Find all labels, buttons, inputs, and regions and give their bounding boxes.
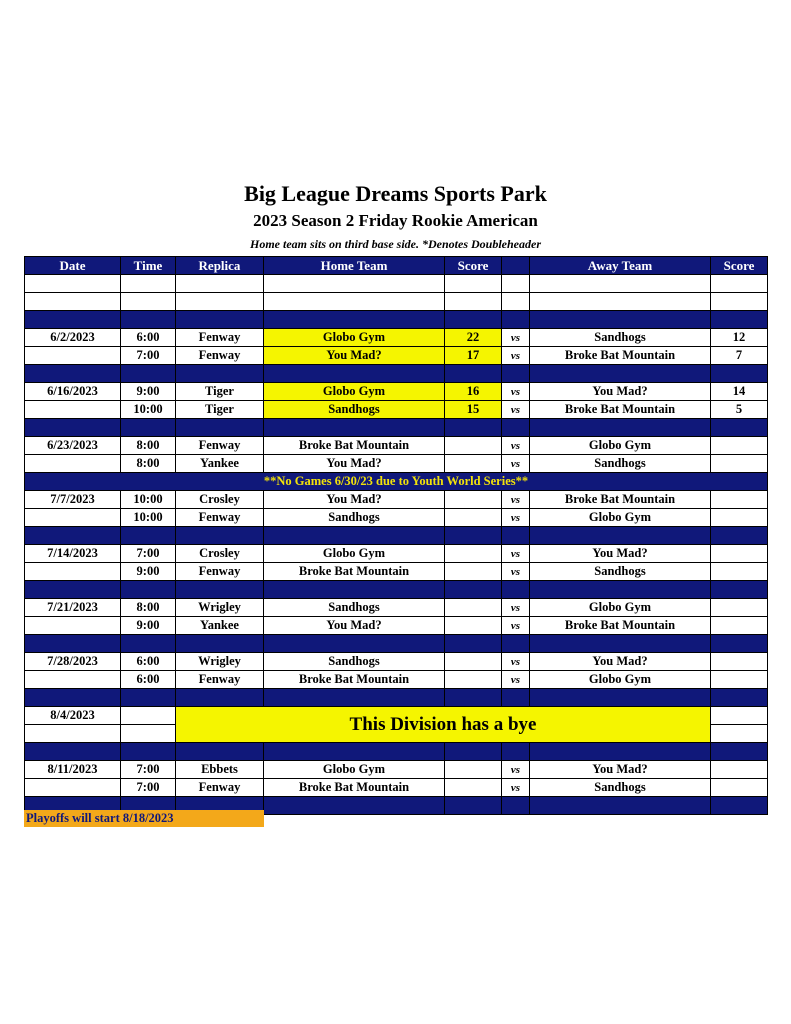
col-home-score-header: Score [445, 257, 502, 275]
game-time: 8:00 [121, 455, 176, 473]
away-team: Globo Gym [530, 671, 711, 689]
home-team: Globo Gym [264, 383, 445, 401]
game-replica: Fenway [176, 509, 264, 527]
game-replica: Fenway [176, 779, 264, 797]
page-title: Big League Dreams Sports Park [244, 181, 547, 206]
vs-label: vs [502, 779, 530, 797]
away-team: Broke Bat Mountain [530, 401, 711, 419]
away-team: You Mad? [530, 545, 711, 563]
vs-label: vs [502, 347, 530, 365]
game-time: 6:00 [121, 329, 176, 347]
bye-row [25, 707, 768, 725]
game-row [25, 779, 768, 797]
separator-row [25, 365, 768, 383]
game-row [25, 401, 768, 419]
game-time: 7:00 [121, 545, 176, 563]
home-team: You Mad? [264, 491, 445, 509]
home-team: Sandhogs [264, 509, 445, 527]
home-team: Broke Bat Mountain [264, 779, 445, 797]
away-team: Globo Gym [530, 509, 711, 527]
home-score [445, 545, 502, 563]
home-team: Globo Gym [264, 329, 445, 347]
game-date: 7/14/2023 [25, 545, 121, 563]
home-team: Globo Gym [264, 761, 445, 779]
game-row [25, 761, 768, 779]
away-team: You Mad? [530, 653, 711, 671]
away-score [711, 761, 768, 779]
away-score [711, 653, 768, 671]
game-time: 9:00 [121, 563, 176, 581]
away-team: Globo Gym [530, 437, 711, 455]
game-replica: Tiger [176, 383, 264, 401]
away-team: Sandhogs [530, 329, 711, 347]
game-row [25, 671, 768, 689]
home-team: You Mad? [264, 455, 445, 473]
game-row [25, 653, 768, 671]
game-time: 6:00 [121, 653, 176, 671]
home-score [445, 653, 502, 671]
separator-row [25, 635, 768, 653]
away-team: You Mad? [530, 383, 711, 401]
game-date [25, 563, 121, 581]
header-note: Home team sits on third base side. *Denotes Doubleheader [250, 237, 541, 251]
game-replica: Fenway [176, 437, 264, 455]
game-replica: Fenway [176, 671, 264, 689]
col-home-header: Home Team [264, 257, 445, 275]
home-score [445, 563, 502, 581]
game-date [25, 779, 121, 797]
game-date: 8/4/2023 [25, 707, 121, 725]
game-date [25, 509, 121, 527]
separator-row [25, 581, 768, 599]
vs-label: vs [502, 563, 530, 581]
away-team: You Mad? [530, 761, 711, 779]
game-replica: Tiger [176, 401, 264, 419]
game-date: 7/7/2023 [25, 491, 121, 509]
schedule-table [24, 256, 768, 815]
home-score [445, 437, 502, 455]
game-time: 8:00 [121, 599, 176, 617]
game-row [25, 383, 768, 401]
empty-row [25, 275, 768, 293]
away-team: Broke Bat Mountain [530, 617, 711, 635]
game-replica: Yankee [176, 617, 264, 635]
game-replica: Fenway [176, 329, 264, 347]
game-time: 10:00 [121, 509, 176, 527]
game-row [25, 617, 768, 635]
game-time: 7:00 [121, 761, 176, 779]
vs-label: vs [502, 401, 530, 419]
away-team: Broke Bat Mountain [530, 491, 711, 509]
vs-label: vs [502, 383, 530, 401]
no-games-row [25, 473, 768, 491]
separator-row [25, 419, 768, 437]
game-replica: Wrigley [176, 653, 264, 671]
game-date [25, 347, 121, 365]
game-replica: Ebbets [176, 761, 264, 779]
header-row [25, 257, 768, 275]
home-score [445, 491, 502, 509]
away-score [711, 437, 768, 455]
home-score [445, 455, 502, 473]
separator-row [25, 311, 768, 329]
separator-row [25, 743, 768, 761]
game-date [25, 617, 121, 635]
away-team: Sandhogs [530, 779, 711, 797]
vs-label: vs [502, 509, 530, 527]
home-score: 15 [445, 401, 502, 419]
game-time [121, 725, 176, 743]
game-date: 7/28/2023 [25, 653, 121, 671]
col-replica-header: Replica [176, 257, 264, 275]
home-team: Broke Bat Mountain [264, 437, 445, 455]
game-row [25, 437, 768, 455]
game-row [25, 545, 768, 563]
col-time-header: Time [121, 257, 176, 275]
game-date [25, 401, 121, 419]
col-date-header: Date [25, 257, 121, 275]
page-subtitle: 2023 Season 2 Friday Rookie American [253, 211, 538, 230]
game-time: 8:00 [121, 437, 176, 455]
vs-label: vs [502, 545, 530, 563]
game-time: 9:00 [121, 383, 176, 401]
game-date: 8/11/2023 [25, 761, 121, 779]
home-team: Broke Bat Mountain [264, 671, 445, 689]
col-vs-header [502, 257, 530, 275]
home-team: You Mad? [264, 347, 445, 365]
away-team: Sandhogs [530, 563, 711, 581]
away-score [711, 671, 768, 689]
home-team: Sandhogs [264, 653, 445, 671]
col-away-header: Away Team [530, 257, 711, 275]
game-replica: Crosley [176, 491, 264, 509]
home-score [445, 671, 502, 689]
away-score [711, 779, 768, 797]
game-date [25, 671, 121, 689]
home-score [445, 509, 502, 527]
home-team: You Mad? [264, 617, 445, 635]
home-team: Sandhogs [264, 599, 445, 617]
game-date: 6/2/2023 [25, 329, 121, 347]
away-score: 12 [711, 329, 768, 347]
game-time: 7:00 [121, 347, 176, 365]
game-row [25, 599, 768, 617]
vs-label: vs [502, 491, 530, 509]
game-row [25, 491, 768, 509]
separator-row [25, 689, 768, 707]
playoffs-note: Playoffs will start 8/18/2023 [24, 810, 264, 827]
away-score [711, 617, 768, 635]
home-score [445, 599, 502, 617]
game-time: 10:00 [121, 401, 176, 419]
game-time: 7:00 [121, 779, 176, 797]
home-team: Sandhogs [264, 401, 445, 419]
away-score [711, 725, 768, 743]
away-score: 7 [711, 347, 768, 365]
home-score [445, 779, 502, 797]
away-team: Broke Bat Mountain [530, 347, 711, 365]
away-score [711, 545, 768, 563]
bye-banner: This Division has a bye [176, 707, 711, 743]
vs-label: vs [502, 437, 530, 455]
vs-label: vs [502, 671, 530, 689]
away-score: 5 [711, 401, 768, 419]
game-time: 6:00 [121, 671, 176, 689]
away-score [711, 563, 768, 581]
game-replica: Yankee [176, 455, 264, 473]
game-time: 9:00 [121, 617, 176, 635]
vs-label: vs [502, 653, 530, 671]
away-score: 14 [711, 383, 768, 401]
home-team: Broke Bat Mountain [264, 563, 445, 581]
separator-row [25, 527, 768, 545]
game-date: 6/16/2023 [25, 383, 121, 401]
home-team: Globo Gym [264, 545, 445, 563]
vs-label: vs [502, 617, 530, 635]
game-date: 6/23/2023 [25, 437, 121, 455]
empty-row [25, 293, 768, 311]
game-replica: Crosley [176, 545, 264, 563]
home-score [445, 617, 502, 635]
away-score [711, 509, 768, 527]
game-row [25, 509, 768, 527]
game-time: 10:00 [121, 491, 176, 509]
game-row [25, 455, 768, 473]
home-score: 22 [445, 329, 502, 347]
away-score [711, 599, 768, 617]
game-replica: Fenway [176, 563, 264, 581]
game-date [25, 725, 121, 743]
vs-label: vs [502, 455, 530, 473]
vs-label: vs [502, 599, 530, 617]
away-score [711, 707, 768, 725]
home-score: 16 [445, 383, 502, 401]
away-score [711, 491, 768, 509]
game-row [25, 563, 768, 581]
vs-label: vs [502, 329, 530, 347]
game-row [25, 329, 768, 347]
home-score [445, 761, 502, 779]
away-score [711, 455, 768, 473]
home-score: 17 [445, 347, 502, 365]
col-away-score-header: Score [711, 257, 768, 275]
away-team: Globo Gym [530, 599, 711, 617]
game-date [25, 455, 121, 473]
no-games-note: **No Games 6/30/23 due to Youth World Series** [25, 473, 768, 491]
game-row [25, 347, 768, 365]
vs-label: vs [502, 761, 530, 779]
away-team: Sandhogs [530, 455, 711, 473]
game-date: 7/21/2023 [25, 599, 121, 617]
game-time [121, 707, 176, 725]
game-replica: Wrigley [176, 599, 264, 617]
game-replica: Fenway [176, 347, 264, 365]
